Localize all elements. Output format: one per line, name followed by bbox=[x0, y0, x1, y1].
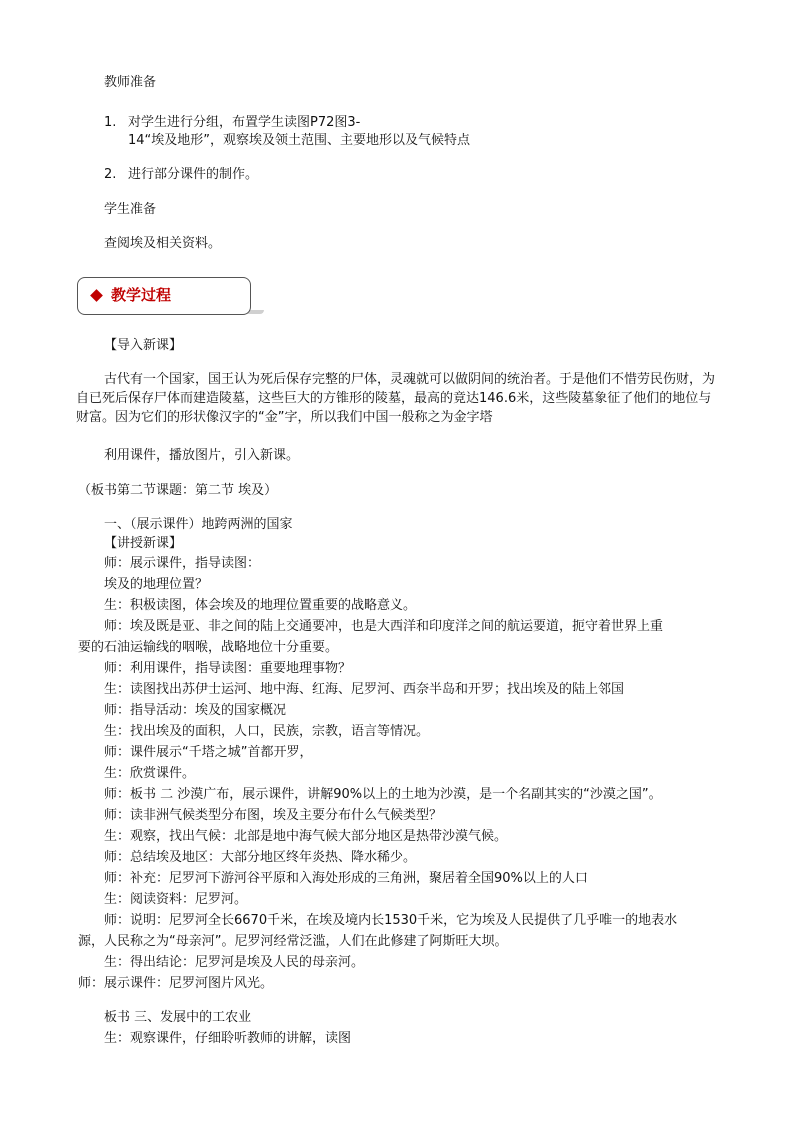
section-title: 教学过程 bbox=[111, 286, 172, 304]
list-number: 2. bbox=[104, 167, 117, 182]
lesson-line: 生：阅读资料：尼罗河。 bbox=[104, 892, 248, 907]
teacher-prep-heading: 教师准备 bbox=[104, 75, 157, 90]
use-courseware-text: 利用课件，播放图片，引入新课。 bbox=[104, 448, 300, 463]
lesson-line: 生：欣赏课件。 bbox=[104, 766, 196, 781]
list-item-text: 进行部分课件的制作。 bbox=[128, 167, 259, 182]
part3-title: 板书 三、发展中的工农业 bbox=[104, 1010, 252, 1025]
board-title: （板书第二节课题：第二节 埃及） bbox=[78, 483, 278, 498]
lesson-line: 师：展示课件，指导读图： bbox=[104, 556, 261, 571]
lesson-line: 源，人民称之为“母亲河”。尼罗河经常泛滥，人们在此修建了阿斯旺大坝。 bbox=[78, 934, 508, 949]
lesson-line: 师：补充：尼罗河下游河谷平原和入海处形成的三角洲，聚居着全国90%以上的人口 bbox=[104, 871, 588, 886]
student-prep-heading: 学生准备 bbox=[104, 202, 157, 217]
intro-paragraph: 古代有一个国家，国王认为死后保存完整的尸体，灵魂就可以做阴间的统治者。于是他们不惜劳民伤财，为自已死后保存尸体而建造陵墓，这些巨大的方锥形的陵墓，最高的竟达146.6米，这些陵墓象征了他们的地位与财富。因为它们的形状像汉字的“金”字，所以我们中国一般称之为金字塔 bbox=[76, 372, 716, 425]
student-prep-text: 查阅埃及相关资料。 bbox=[104, 236, 222, 251]
lesson-line: 师：总结埃及地区：大部分地区终年炎热、降水稀少。 bbox=[104, 850, 417, 865]
lesson-line: 师：说明：尼罗河全长6670千米，在埃及境内长1530千米，它为埃及人民提供了几乎唯一的地表水 bbox=[104, 913, 678, 928]
lesson-line: 生：观察课件，仔细聆听教师的讲解，读图 bbox=[104, 1031, 352, 1046]
lesson-line: 师：读非洲气候类型分布图，埃及主要分布什么气候类型？ bbox=[104, 808, 443, 823]
lesson-line: 师：指导活动：埃及的国家概况 bbox=[104, 703, 287, 718]
list-item-text: 14“埃及地形”，观察埃及领土范围、主要地形以及气候特点 bbox=[128, 133, 471, 148]
lesson-line: 要的石油运输线的咽喉，战略地位十分重要。 bbox=[78, 640, 339, 655]
lesson-line: 生：积极读图，体会埃及的地理位置重要的战略意义。 bbox=[104, 598, 417, 613]
new-lesson-label: 【讲授新课】 bbox=[104, 536, 183, 551]
list-number: 1. bbox=[104, 115, 117, 130]
lesson-line: 埃及的地理位置？ bbox=[104, 577, 209, 592]
lesson-line: 生：找出埃及的面积，人口，民族，宗教，语言等情况。 bbox=[104, 724, 430, 739]
lesson-line: 师：埃及既是亚、非之间的陆上交通要冲，也是大西洋和印度洋之间的航运要道，扼守着世界上重 bbox=[104, 619, 664, 634]
lesson-line: 生：观察，找出气候：北部是地中海气候大部分地区是热带沙漠气候。 bbox=[104, 829, 508, 844]
lesson-line: 师：板书 二 沙漠广布，展示课件，讲解90%以上的土地为沙漠，是一个名副其实的“沙漠之国”。 bbox=[104, 787, 662, 802]
part1-title: 一、（展示课件）地跨两洲的国家 bbox=[104, 517, 293, 532]
lesson-line: 生：得出结论：尼罗河是埃及人民的母亲河。 bbox=[104, 955, 365, 970]
lesson-line: 师：课件展示“千塔之城”首都开罗， bbox=[104, 745, 313, 760]
lesson-line: 生：读图找出苏伊士运河、地中海、红海、尼罗河、西奈半岛和开罗；找出埃及的陆上邻国 bbox=[104, 682, 625, 697]
lesson-line: 师：展示课件：尼罗河图片风光。 bbox=[78, 976, 274, 991]
lesson-line: 师：利用课件，指导读图：重要地理事物？ bbox=[104, 661, 352, 676]
intro-label: 【导入新课】 bbox=[104, 338, 183, 353]
list-item-text: 对学生进行分组，布置学生读图P72图3- bbox=[128, 115, 361, 130]
